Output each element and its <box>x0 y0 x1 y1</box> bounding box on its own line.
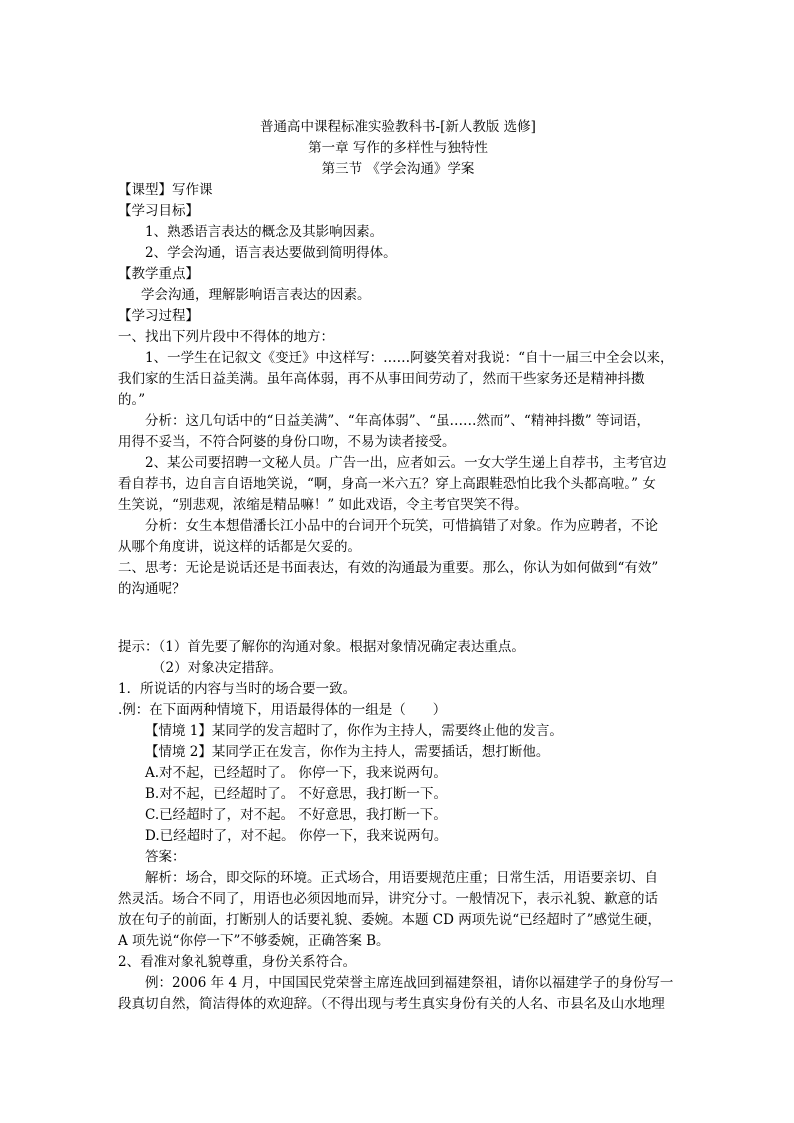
example-line: 例：2006 年 4 月，中国国民党荣誉主席连战回到福建祭祖，请你以福建学子的身份写一 <box>145 975 674 991</box>
paragraph-line: 生笑说，“别悲观，浓缩是精品嘛！” 如此戏语，令主考官哭笑不得。 <box>118 497 528 513</box>
part-two-heading: 二、思考：无论是说话还是书面表达，有效的沟通最为重要。那么，你认为如何做到“有效” <box>118 560 659 576</box>
goal-2: 2、学会沟通，语言表达要做到简明得体。 <box>145 245 397 261</box>
learning-goals-heading: 【学习目标】 <box>118 203 199 219</box>
analysis-line: 分析：这几句话中的“日益美满”、“年高体弱”、“虽……然而”、“精神抖擞” 等词语， <box>145 413 651 429</box>
analysis-line: 用得不妥当，不符合阿婆的身份口吻，不易为读者接受。 <box>118 434 456 450</box>
example-line: 段真切自然，简洁得体的欢迎辞。（不得出现与考生真实身份有关的人名、市县名及山水地理 <box>118 996 665 1012</box>
analysis-line: 分析：女生本想借潘长江小品中的台词开个玩笑，可惜搞错了对象。作为应聘者，不论 <box>145 518 658 534</box>
paragraph-line: 我们家的生活日益美满。虽年高体弱，再不从事田间劳动了，然而干些家务还是精神抖擞 <box>118 371 645 387</box>
document-title: 普通高中课程标准实验教科书-[新人教版 选修] <box>260 119 536 135</box>
paragraph-line: 的。” <box>118 392 146 408</box>
rule-1-heading: 1．所说话的内容与当时的场合要一致。 <box>118 681 357 697</box>
learning-process-heading: 【学习过程】 <box>118 308 199 324</box>
part-one-heading: 一、找出下列片段中不得体的地方： <box>118 329 334 345</box>
option-b: B.对不起，已经超时了。 不好意思，我打断一下。 <box>145 786 448 802</box>
explanation-line: 然灵活。场合不同了，用语也必须因地而异，讲究分寸。一般情况下，表示礼貌、歉意的话 <box>118 891 658 907</box>
analysis-line: 从哪个角度讲，说这样的话都是欠妥的。 <box>118 539 361 555</box>
situation-1: 【情境 1】某同学的发言超时了，你作为主持人，需要终止他的发言。 <box>145 723 563 739</box>
situation-2: 【情境 2】某同学正在发言，你作为主持人，需要插话，想打断他。 <box>145 744 550 760</box>
paragraph-line: 的沟通呢？ <box>118 581 186 597</box>
explanation-line: 放在句子的前面，打断别人的话要礼貌、委婉。本题 CD 两项先说“已经超时了”感觉生硬， <box>118 912 662 928</box>
rule-2-heading: 2、看准对象礼貌尊重，身份关系符合。 <box>118 954 357 970</box>
paragraph-line: 2、某公司要招聘一文秘人员。广告一出，应者如云。一女大学生递上自荐书，主考官边 <box>145 455 667 471</box>
goal-1: 1、熟悉语言表达的概念及其影响因素。 <box>145 224 384 240</box>
paragraph-line: 看自荐书，边自言自语地笑说，“啊，身高一米六五？穿上高跟鞋恐怕比我个头都高啦。” 女 <box>118 476 656 492</box>
hint-line: 提示：（1）首先要了解你的沟通对象。根据对象情况确定表达重点。 <box>118 639 525 655</box>
lesson-type-line: 【课型】写作课 <box>118 182 213 198</box>
key-point-text: 学会沟通，理解影响语言表达的因素。 <box>141 287 371 303</box>
chapter-title: 第一章 写作的多样性与独特性 <box>308 140 488 156</box>
paragraph-line: 1、一学生在记叙文《变迁》中这样写：……阿婆笑着对我说：“自十一届三中全会以来， <box>145 350 674 366</box>
hint-line: （2）对象决定措辞。 <box>152 660 283 676</box>
option-d: D.已经超时了，对不起。 你停一下，我来说两句。 <box>145 828 448 844</box>
explanation-line: A 项先说“你停一下”不够委婉，正确答案 B。 <box>118 933 390 949</box>
answer-label: 答案： <box>145 849 186 865</box>
key-points-heading: 【教学重点】 <box>118 266 199 282</box>
section-title: 第三节 《学会沟通》学案 <box>321 161 475 177</box>
explanation-line: 解析：场合，即交际的环境。正式场合，用语要规范庄重；日常生活，用语要亲切、自 <box>145 870 658 886</box>
option-c: C.已经超时了，对不起。 不好意思，我打断一下。 <box>145 807 447 823</box>
option-a: A.对不起，已经超时了。 你停一下，我来说两句。 <box>145 765 447 781</box>
example-question: .例：在下面两种情境下，用语最得体的一组是（ ） <box>118 702 447 718</box>
